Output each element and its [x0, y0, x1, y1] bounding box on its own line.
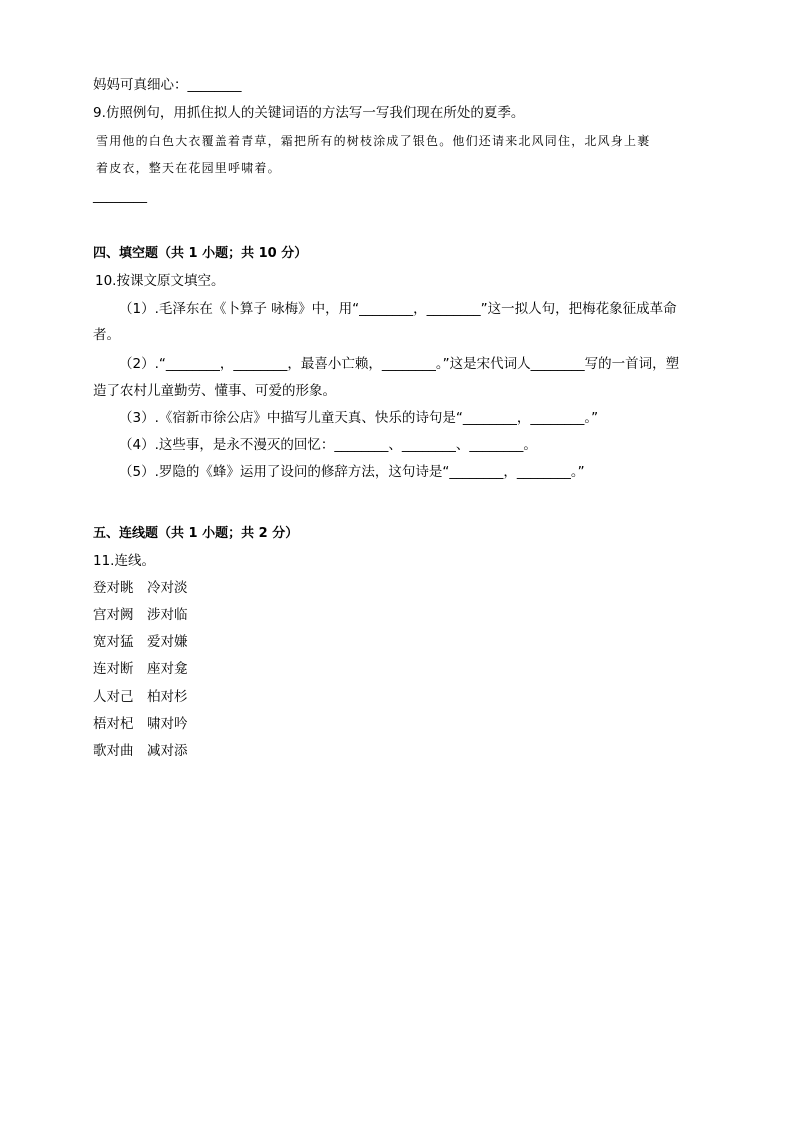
match-row: 宽对猛 爱对嫌 [93, 634, 188, 650]
section-5-heading: 五、连线题（共 1 小题；共 2 分） [93, 526, 299, 541]
match-row: 宫对阙 涉对临 [93, 607, 188, 623]
question-11: 11.连线。 [93, 553, 155, 569]
match-row: 歌对曲 减对添 [93, 743, 188, 759]
example-sentence-line-2: 着皮衣，整天在花园里呼啸着。 [96, 161, 281, 175]
q10-item-1-cont: 者。 [93, 327, 120, 343]
q10-item-2: （2）.“________，________，最喜小亡赖，________。”这是宋代词人________写的一首词，塑 [119, 356, 680, 372]
match-row: 梧对杞 啸对吟 [93, 716, 188, 732]
q10-item-1: （1）.毛泽东在《卜算子 咏梅》中，用“________，________”这一拟人句，把梅花象征成革命 [119, 301, 677, 317]
mom-sentence-line: 妈妈可真细心：________ [93, 77, 242, 93]
q10-item-4: （4）.这些事，是永不漫灭的回忆：________、________、________。 [119, 437, 537, 453]
match-row: 人对己 柏对杉 [93, 689, 188, 705]
question-9: 9.仿照例句，用抓住拟人的关键词语的方法写一写我们现在所处的夏季。 [93, 105, 525, 121]
example-sentence-line-1: 雪用他的白色大衣覆盖着青草，霜把所有的树枝涂成了银色。他们还请来北风同住，北风身上裹 [96, 134, 651, 148]
match-row: 登对眺 冷对淡 [93, 580, 188, 596]
match-row: 连对断 座对龛 [93, 661, 188, 677]
q10-item-5: （5）.罗隐的《蜂》运用了设问的修辞方法，这句诗是“________，________。” [119, 464, 585, 480]
q10-item-2-cont: 造了农村儿童勤劳、懂事、可爱的形象。 [93, 383, 336, 399]
answer-blank-9: ________ [93, 188, 147, 204]
question-10: 10.按课文原文填空。 [95, 273, 225, 289]
q10-item-3: （3）.《宿新市徐公店》中描写儿童天真、快乐的诗句是“________，________。” [119, 410, 599, 426]
section-4-heading: 四、填空题（共 1 小题；共 10 分） [93, 246, 308, 261]
